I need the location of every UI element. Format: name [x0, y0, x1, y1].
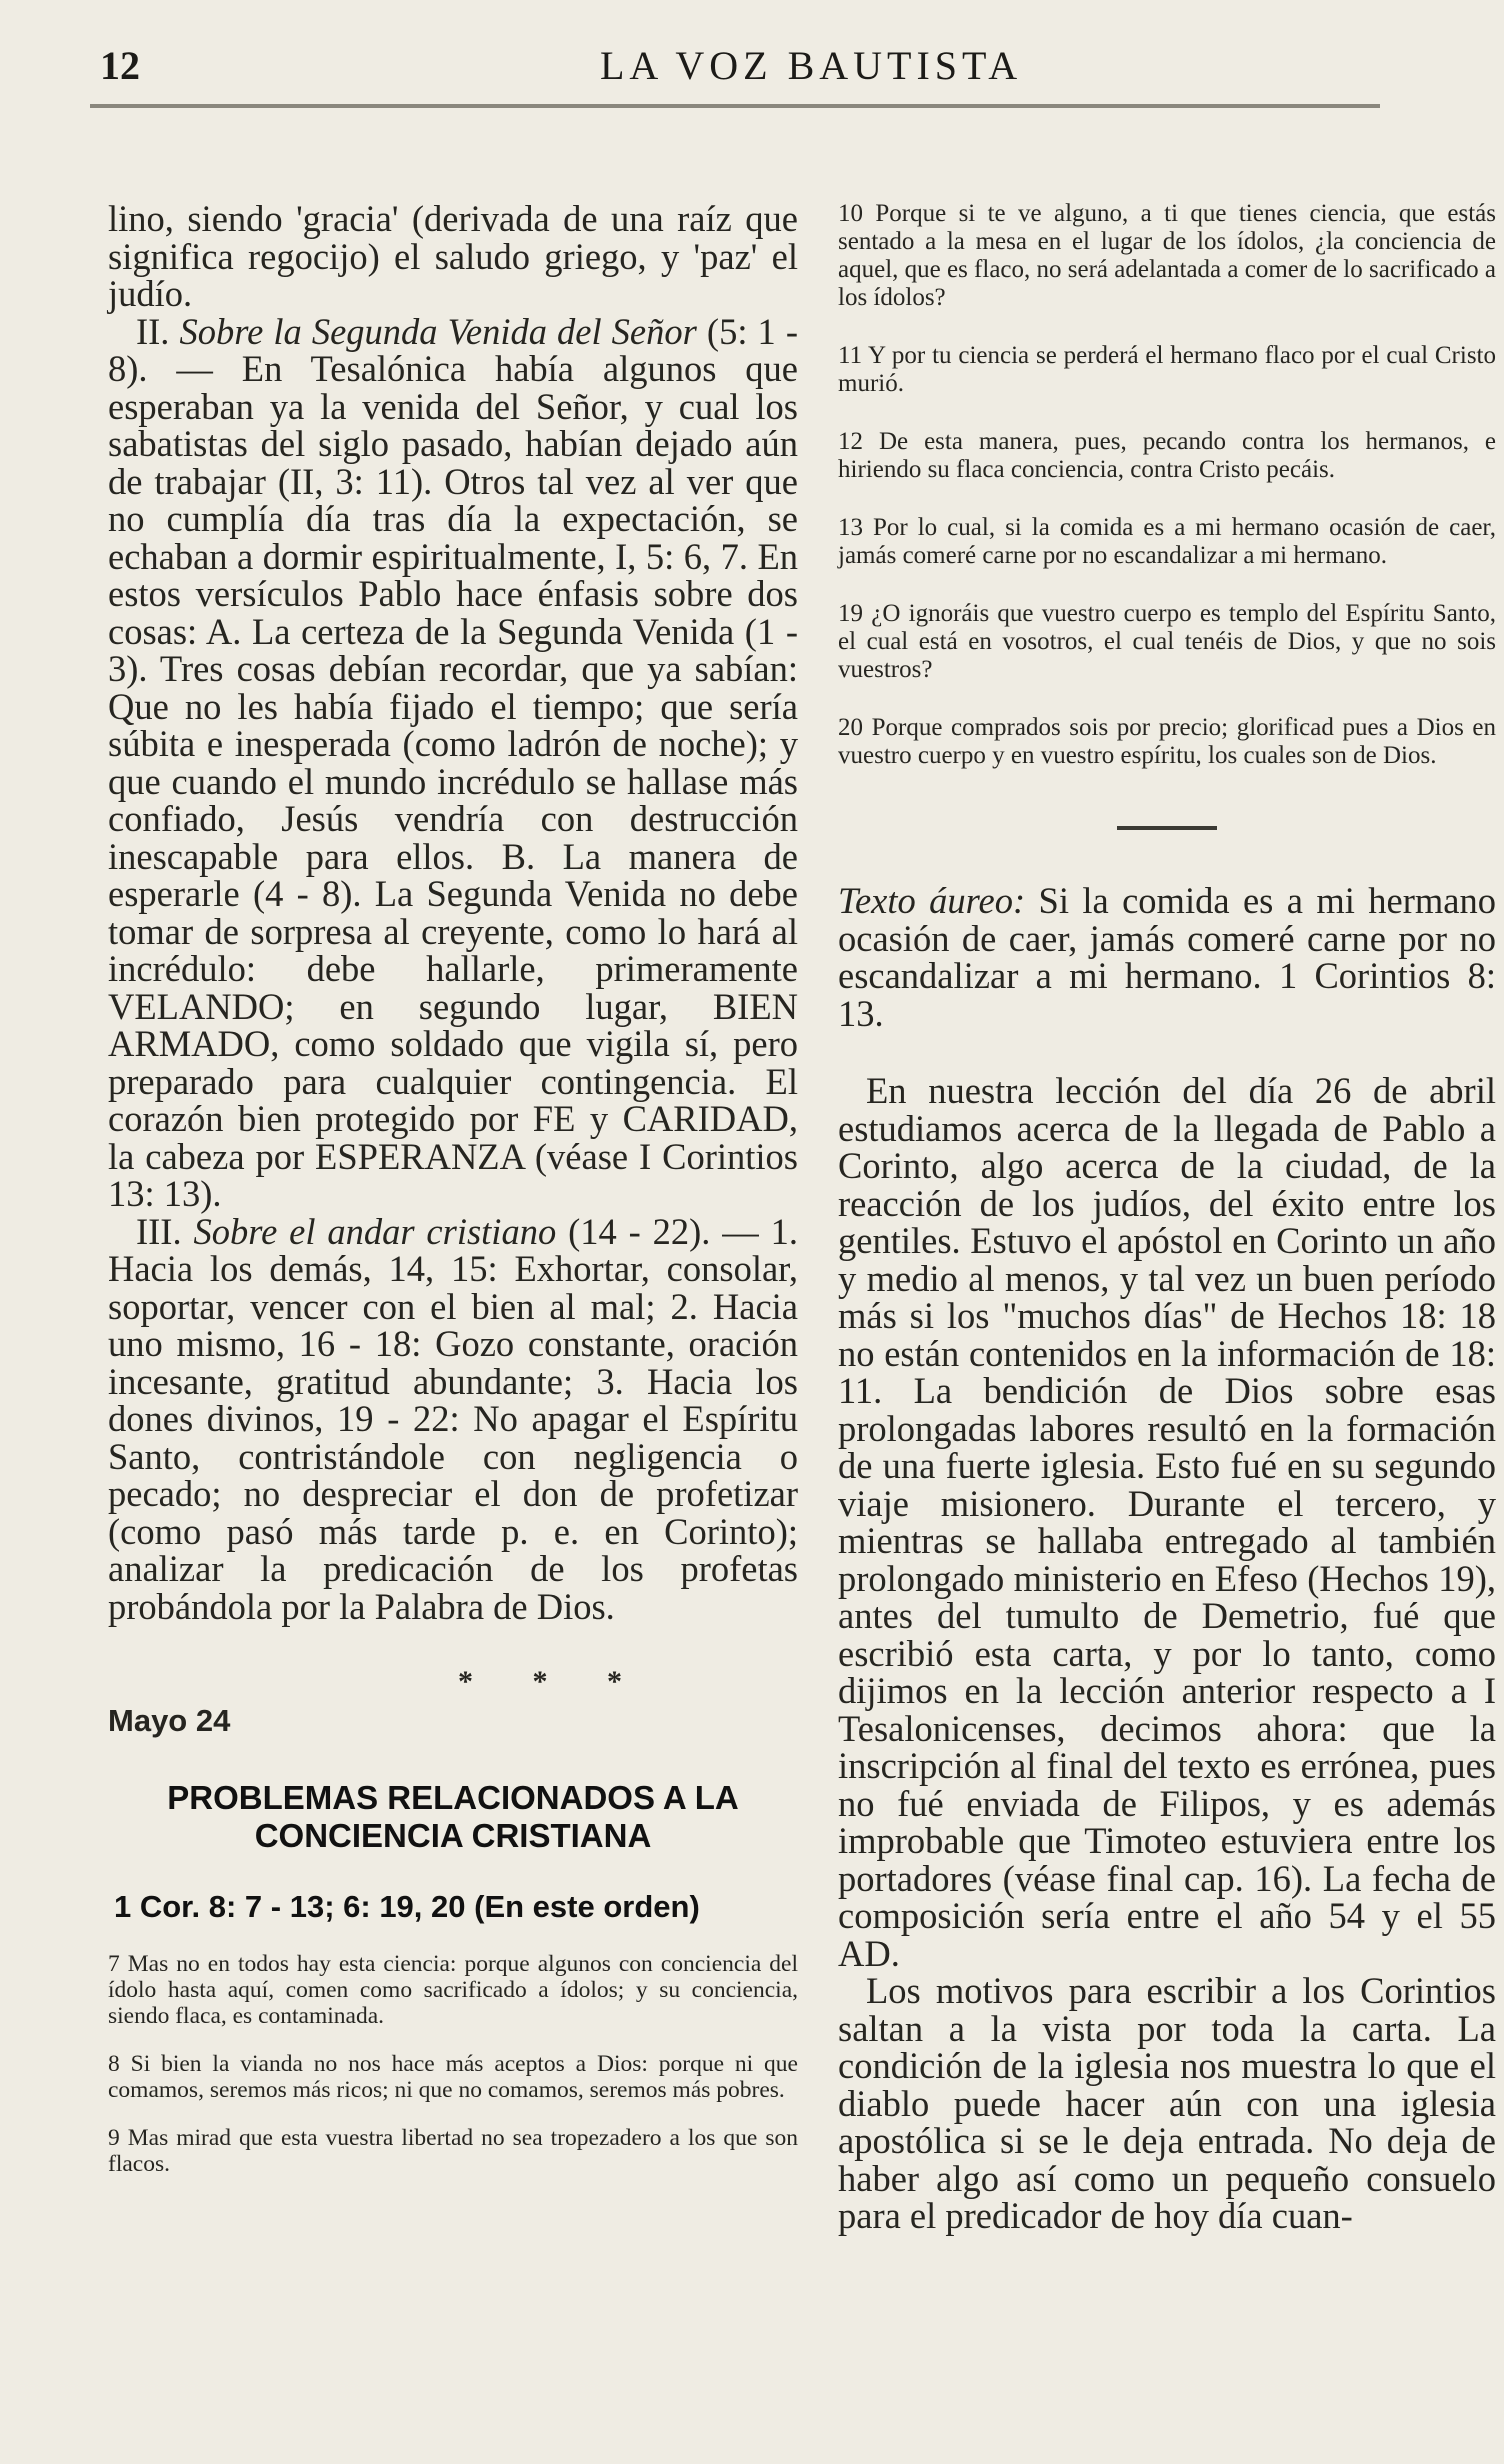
paragraph-christian-walk: [108, 1210, 798, 1627]
page-number: 12: [100, 43, 140, 88]
verse-10: 10 Porque si te ve alguno, a ti que tienes ciencia, que estás sentado a la mesa en el lugar de los ídolos, ¿la conciencia de aquel, que es flaco, no será adelantada a comer de lo sacrificado a los ídolos?: [838, 200, 1496, 311]
verse-11: 11 Y por tu ciencia se perderá el hermano flaco por el cual Cristo murió.: [838, 342, 1496, 397]
lesson-paragraph-1: En nuestra lección del día 26 de abril estudiamos acerca de la llegada de Pablo a Corinto, algo acerca de la ciudad, de la reacción de los judíos, del éxito entre los gentiles. Estuvo el apóstol en Corinto un año y medio al menos, y tal vez un buen período más si los "muchos días" de Hechos 18: 18 no están contenidos en la información de 18: 11. La bendición de Dios sobre esas prolongadas labores resultó en la formación de una fuerte iglesia. Esto fué en su segundo viaje misionero. Durante el tercero, y mientras se hallaba entregado al también prolongado ministerio en Efeso (Hechos 19), antes del tumulto de Demetrio, fué que escribió esta carta, y por lo tanto, como dijimos en la lección anterior respecto a I Tesalonicenses, decimos ahora: que la inscripción al final del texto es errónea, pues no fué enviada de Filipos, y es además improbable que Timoteo estuviera entre los portadores (véase final cap. 16). La fecha de composición sería entre el año 54 y el 55 AD.: [838, 1070, 1496, 1974]
golden-text-body: Si la comida es a mi hermano ocasión de caer, jamás comeré carne por no escandalizar a mi hermano. 1 Corintios 8: 13.: [838, 880, 1496, 1034]
golden-text-label: Texto áureo:: [838, 880, 1026, 921]
section-separator: * * *: [458, 1665, 648, 1698]
section-body: (14 - 22). — 1. Hacia los demás, 14, 15: Exhortar, consolar, soportar, vencer con el bien al mal; 2. Hacia uno mismo, 16 - 18: Gozo constante, oración incesante, gratitud abundante; 3. Hacia los dones divinos, 19 - 22: No apagar el Espíritu Santo, contristándole con negligencia o pecado; no despreciar el don de profetizar (como pasó más tarde p. e. en Corinto); analizar la predicación de los profetas probándola por la Palabra de Dios.: [108, 1210, 798, 1627]
verse-12: 12 De esta manera, pues, pecando contra los hermanos, e hiriendo su flaca conciencia, contra Cristo pecáis.: [838, 428, 1496, 483]
lesson-paragraph-2: Los motivos para escribir a los Corintios saltan a la vista por toda la carta. La condición de la iglesia nos muestra lo que el diablo puede hacer aún con una iglesia apostólica si se le deja entrada. No deja de haber algo así como un pequeño consuelo para el predicador de hoy día cuan-: [838, 1970, 1496, 2236]
left-column: [108, 200, 798, 2177]
section-heading: Sobre la Segunda Venida del Señor: [179, 310, 697, 352]
lesson-title: PROBLEMAS RELACIONADOS A LA CONCIENCIA CRISTIANA: [167, 1779, 739, 1854]
paragraph-continued: lino, siendo 'gracia' (derivada de una raíz que significa regocijo) el saludo griego, y 'paz' el judío.: [108, 198, 798, 314]
header-rule: [90, 104, 1380, 108]
verse-8: 8 Si bien la vianda no nos hace más aceptos a Dios: porque ni que comamos, seremos más ricos; ni que no comamos, seremos más pobres.: [108, 2051, 798, 2103]
verse-9: 9 Mas mirad que esta vuestra libertad no sea tropezadero a los que son flacos.: [108, 2125, 798, 2177]
page-header: [90, 38, 1420, 108]
section-body: (5: 1 - 8). — En Tesalónica había algunos que esperaban ya la venida del Señor, y cual los sabatistas del siglo pasado, habían dejado aún de trabajar (II, 3: 11). Otros tal vez al ver que no cumplía día tras día la expectación, se echaban a dormir espiritualmente, I, 5: 6, 7. En estos versículos Pablo hace énfasis sobre dos cosas: A. La certeza de la Segunda Venida (1 - 3). Tres cosas debían recordar, que ya sabían: Que no les había fijado el tiempo; que sería súbita e inesperada (como ladrón de noche); y que cuando el mundo incrédulo se hallase más confiado, Jesús vendría con destrucción inescapable para ellos. B. La manera de esperarle (4 - 8). La Segunda Venida no debe tomar de sorpresa al creyente, como lo hará al incrédulo: debe hallarle, primeramente VELANDO; en segundo lugar, BIEN ARMADO, como soldado que vigila sí, pero preparado para cualquier contingencia. El corazón bien protegido por FE y CARIDAD, la cabeza por ESPERANZA (véase I Corintios 13: 13).: [108, 310, 799, 1214]
lesson-date: Mayo 24: [108, 1703, 231, 1738]
verse-19: 19 ¿O ignoráis que vuestro cuerpo es templo del Espíritu Santo, el cual está en vosotros, el cual tenéis de Dios, y que no sois vuestros?: [838, 600, 1496, 683]
right-column: [838, 200, 1496, 2235]
divider-line: [1117, 826, 1217, 830]
golden-text: [838, 882, 1496, 1032]
verse-13: 13 Por lo cual, si la comida es a mi hermano ocasión de caer, jamás comeré carne por no escandalizar a mi hermano.: [838, 514, 1496, 569]
section-number: III.: [136, 1210, 194, 1252]
section-heading: Sobre el andar cristiano: [193, 1210, 557, 1252]
paragraph-second-coming: [108, 310, 799, 1214]
verse-20: 20 Porque comprados sois por precio; glorificad pues a Dios en vuestro cuerpo y en vuestro espíritu, los cuales son de Dios.: [838, 714, 1496, 769]
section-number: II.: [136, 310, 180, 352]
scripture-reference: 1 Cor. 8: 7 - 13; 6: 19, 20 (En este orden): [114, 1889, 700, 1924]
verse-7: 7 Mas no en todos hay esta ciencia: porque algunos con conciencia del ídolo hasta aquí, comen como sacrificado a ídolos; y su conciencia, siendo flaca, es contaminada.: [108, 1951, 798, 2029]
journal-title: LA VOZ BAUTISTA: [600, 43, 1023, 88]
